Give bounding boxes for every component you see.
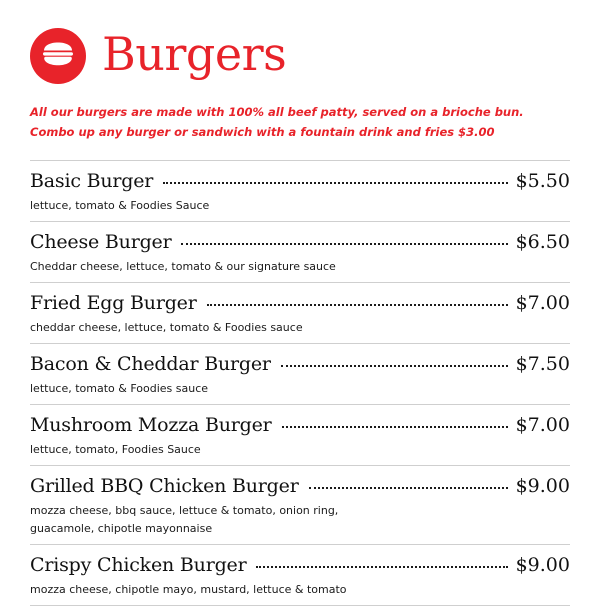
page-title: Burgers [102,27,287,81]
menu-item-description-line-1: lettuce, tomato & Foodies Sauce [30,199,210,213]
menu-item-name: Basic Burger [30,170,154,193]
menu-item-description [30,502,570,536]
menu-item-description-line-2: guacamole, chipotle mayonnaise [30,521,213,535]
menu-item-description-line-1: Cheddar cheese, lettuce, tomato & our signature sauce [30,260,336,274]
menu-item-description [30,380,570,397]
menu-item-description-line-1: lettuce, tomato, Foodies Sauce [30,443,201,457]
menu-item-row [30,475,570,497]
leader-dots [163,181,507,184]
menu-item[interactable] [30,222,570,283]
burger-icon [41,41,75,72]
menu-item-price: $6.50 [515,231,570,254]
leader-dots [309,486,508,489]
menu-item[interactable] [30,466,570,544]
menu-item-description-line-1: cheddar cheese, lettuce, tomato & Foodies sauce [30,321,303,335]
leader-dots [181,242,507,245]
menu-item-name: Crispy Chicken Burger [30,553,247,576]
intro-line-2: Combo up any burger or sandwich with a fountain drink and fries $3.00 [30,125,495,140]
menu-item-name: Grilled BBQ Chicken Burger [30,475,299,498]
leader-dots [207,303,508,306]
leader-dots [256,565,507,568]
menu-item-row [30,414,570,436]
menu-item-description [30,319,570,336]
menu-item-price: $9.00 [515,553,570,576]
menu-item-name: Mushroom Mozza Burger [30,414,272,437]
menu-item-description-line-1: mozza cheese, chipotle mayo, mustard, lettuce & tomato [30,582,347,596]
menu-list [30,160,570,605]
menu-item-name: Fried Egg Burger [30,292,197,315]
leader-dots [281,364,508,367]
menu-item-description [30,581,570,598]
menu-item-description-line-1: mozza cheese, bbq sauce, lettuce & tomato, onion ring, [30,504,339,518]
menu-item-row [30,554,570,576]
menu-item[interactable] [30,405,570,466]
menu-item[interactable] [30,160,570,222]
menu-item-price: $7.50 [515,353,570,376]
menu-item[interactable] [30,344,570,405]
menu-item-description [30,258,570,275]
menu-item-name: Cheese Burger [30,231,172,254]
menu-item-price: $5.50 [515,170,570,193]
menu-item-row [30,170,570,192]
menu-item-name: Bacon & Cheddar Burger [30,353,271,376]
menu-item-price: $9.00 [515,475,570,498]
leader-dots [282,425,508,428]
logo-badge [30,28,86,84]
menu-item-price: $7.00 [515,292,570,315]
menu-item-row [30,292,570,314]
menu-item-price: $7.00 [515,414,570,437]
intro-line-1: All our burgers are made with 100% all beef patty, served on a brioche bun. [30,105,524,119]
intro-note [30,102,570,142]
menu-item-row [30,231,570,253]
menu-item[interactable] [30,283,570,344]
menu-item-description-line-1: lettuce, tomato & Foodies sauce [30,382,209,396]
menu-item-description [30,441,570,458]
menu-item-description [30,197,570,214]
menu-item-row [30,353,570,375]
menu-header [30,28,570,84]
menu-item[interactable] [30,545,570,606]
